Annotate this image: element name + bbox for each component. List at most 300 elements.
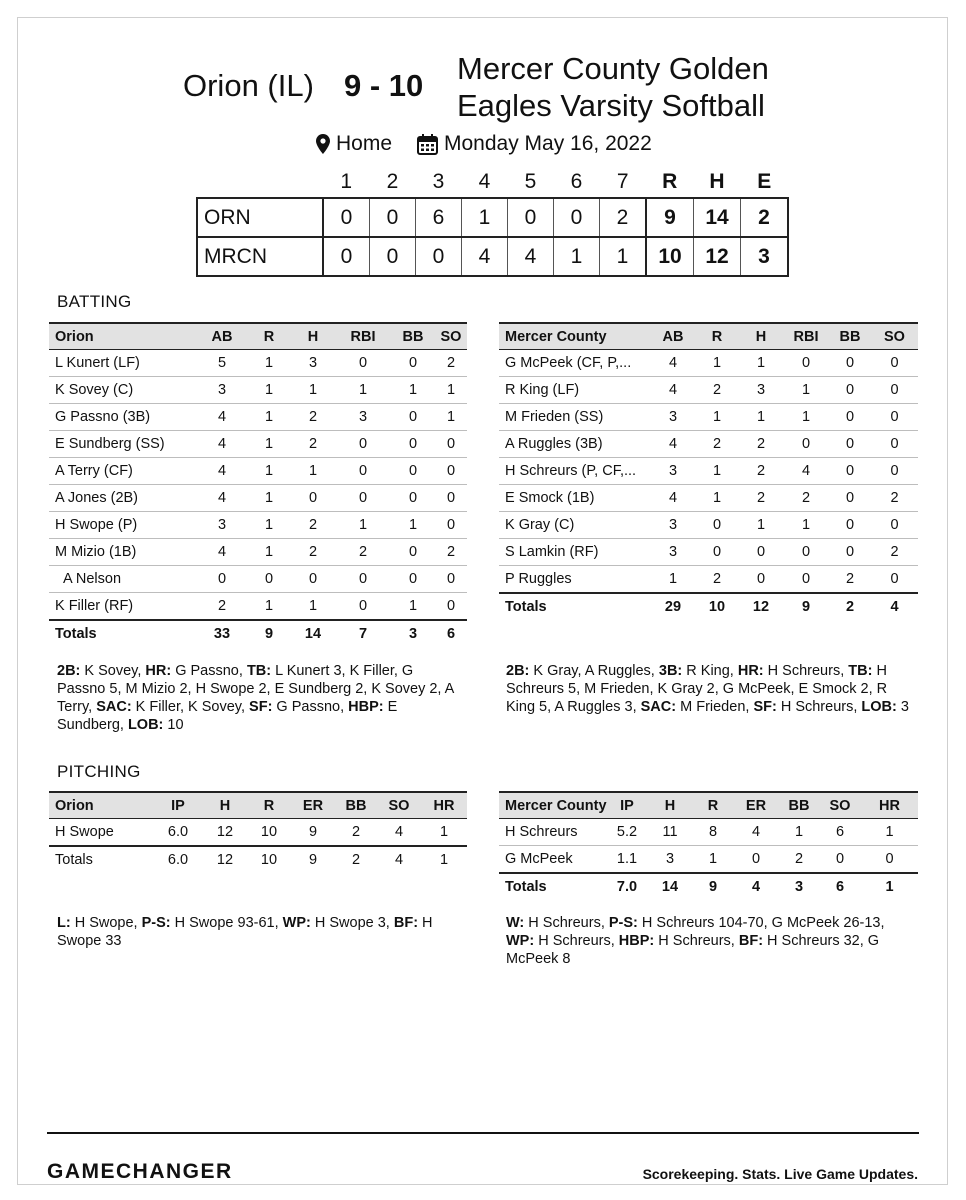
stat-cell: 0: [391, 458, 435, 485]
stat-cell: 0: [861, 846, 918, 874]
column-header: BB: [779, 792, 819, 819]
batting-notes-home: [506, 662, 916, 716]
stat-cell: 3: [647, 846, 693, 874]
line-score-row-away: [197, 198, 788, 237]
inning-score: 1: [554, 237, 600, 276]
total-cell: 7.0: [607, 873, 647, 900]
stat-cell: 2: [871, 485, 918, 512]
stat-cell: 4: [197, 539, 247, 566]
stat-cell: 0: [739, 539, 783, 566]
stat-cell: 0: [871, 566, 918, 594]
table-row: [49, 539, 467, 566]
team-abbrev: ORN: [197, 198, 323, 237]
map-pin-icon: [316, 134, 330, 154]
column-header: H: [647, 792, 693, 819]
stat-cell: 1: [783, 512, 829, 539]
team-column-header: Mercer County: [499, 792, 607, 819]
note-value: E Sundberg,: [57, 699, 398, 733]
stat-cell: 1: [247, 512, 291, 539]
stat-cell: 0: [335, 458, 391, 485]
stat-cell: 0: [733, 846, 779, 874]
totals-label: Totals: [49, 620, 197, 647]
runs-header: R: [662, 170, 678, 193]
stat-cell: 2: [291, 404, 335, 431]
stat-cell: 0: [739, 566, 783, 594]
note-key: TB:: [246, 663, 272, 679]
stat-cell: 0: [435, 512, 467, 539]
stat-cell: 0: [829, 431, 871, 458]
player-name: H Schreurs: [499, 819, 607, 846]
stat-cell: 4: [197, 485, 247, 512]
player-name: R King (LF): [499, 377, 651, 404]
inning-3-header: 3: [432, 170, 445, 193]
totals-row: [49, 846, 467, 873]
stat-cell: 3: [291, 350, 335, 377]
inning-score: 2: [600, 198, 647, 237]
stat-cell: 0: [871, 404, 918, 431]
stat-cell: 1: [391, 377, 435, 404]
note-key: SF:: [753, 699, 777, 715]
note-key: P-S:: [141, 915, 171, 931]
note-key: W:: [506, 915, 525, 931]
stat-cell: 1: [783, 377, 829, 404]
stat-cell: 3: [651, 404, 695, 431]
inning-7-header: 7: [616, 170, 629, 193]
note-value: 3: [896, 699, 909, 715]
stat-cell: 1: [739, 350, 783, 377]
note-value: H Schreurs,: [524, 915, 609, 931]
stat-cell: 0: [435, 566, 467, 593]
stat-cell: 5.2: [607, 819, 647, 846]
note-key: SF:: [249, 699, 273, 715]
note-key: SAC:: [640, 699, 677, 715]
total-cell: 2: [829, 593, 871, 620]
stat-cell: 0: [335, 431, 391, 458]
stat-cell: 0: [695, 539, 739, 566]
table-header-row: [499, 792, 918, 819]
table-header-row: [499, 323, 918, 350]
stat-cell: 1: [247, 404, 291, 431]
note-key: SAC:: [96, 699, 132, 715]
column-header: H: [203, 792, 247, 819]
stat-cell: 0: [391, 350, 435, 377]
table-row: [499, 846, 918, 874]
stat-cell: 2: [335, 539, 391, 566]
stat-cell: 12: [203, 819, 247, 847]
table-row: [49, 566, 467, 593]
total-cell: 10: [695, 593, 739, 620]
table-row: [499, 512, 918, 539]
total-cell: 6: [819, 873, 861, 900]
stat-cell: 1: [695, 350, 739, 377]
stat-cell: 4: [197, 458, 247, 485]
player-name: A Jones (2B): [49, 485, 197, 512]
total-cell: 6.0: [153, 846, 203, 873]
stat-cell: 0: [783, 350, 829, 377]
note-value: R King,: [682, 663, 738, 679]
stat-cell: 1: [695, 458, 739, 485]
stat-cell: 0: [829, 458, 871, 485]
column-header: R: [247, 323, 291, 350]
stat-cell: 2: [829, 566, 871, 594]
date-label: Monday May 16, 2022: [444, 132, 652, 155]
stat-cell: 0: [819, 846, 861, 874]
column-header: SO: [871, 323, 918, 350]
stat-cell: 0: [435, 593, 467, 621]
stat-cell: 1: [247, 458, 291, 485]
note-value: H Schreurs 104-70, G McPeek 26-13,: [637, 915, 885, 931]
note-value: H Schreurs,: [534, 933, 619, 949]
calendar-icon: [417, 134, 438, 155]
team-column-header: Orion: [49, 323, 197, 350]
stat-cell: 1: [247, 593, 291, 621]
stat-cell: 4: [651, 431, 695, 458]
player-name: P Ruggles: [499, 566, 651, 594]
stat-cell: 0: [829, 350, 871, 377]
table-row: [49, 431, 467, 458]
column-header: BB: [829, 323, 871, 350]
stat-cell: 1: [391, 512, 435, 539]
total-cell: 7: [335, 620, 391, 647]
note-value: L Kunert 3, K Filler, G Passno 5, M Mizio 2, H Swope 2, E Sundberg 2, K Sovey 2, A Terry,: [57, 663, 454, 715]
note-key: WP:: [282, 915, 311, 931]
table-row: [499, 566, 918, 594]
totals-row: [49, 620, 467, 647]
stat-cell: 9: [291, 819, 335, 847]
stat-cell: 0: [197, 566, 247, 593]
stat-cell: 2: [695, 566, 739, 594]
stat-cell: 3: [335, 404, 391, 431]
player-name: M Mizio (1B): [49, 539, 197, 566]
inning-score: 0: [554, 198, 600, 237]
gamechanger-logo: GAMECHANGER: [47, 1160, 233, 1183]
totals-label: Totals: [49, 846, 153, 873]
stat-cell: 6: [819, 819, 861, 846]
column-header: SO: [377, 792, 421, 819]
stat-cell: 0: [435, 431, 467, 458]
stat-cell: 11: [647, 819, 693, 846]
inning-4-header: 4: [478, 170, 491, 193]
note-key: BF:: [738, 933, 764, 949]
stat-cell: 1: [861, 819, 918, 846]
note-value: H Schreurs 5, M Frieden, K Gray 2, G McPeek, E Smock 2, R King 5, A Ruggles 3,: [506, 663, 888, 715]
player-name: K Filler (RF): [49, 593, 197, 621]
total-cell: 33: [197, 620, 247, 647]
stat-cell: 1: [779, 819, 819, 846]
player-name: H Swope (P): [49, 512, 197, 539]
stat-cell: 2: [739, 485, 783, 512]
stat-cell: 1: [739, 512, 783, 539]
batting-table-home: [499, 322, 918, 620]
note-key: HR:: [145, 663, 172, 679]
stat-cell: 4: [651, 350, 695, 377]
table-row: [49, 593, 467, 621]
location-label: Home: [336, 132, 393, 155]
stat-cell: 3: [651, 512, 695, 539]
stat-cell: 1: [435, 404, 467, 431]
pitching-table-away: [49, 791, 467, 873]
game-date: [417, 132, 652, 156]
column-header: BB: [391, 323, 435, 350]
stat-cell: 0: [871, 512, 918, 539]
stat-cell: 1: [693, 846, 733, 874]
stat-cell: 3: [651, 458, 695, 485]
inning-score: 1: [462, 198, 508, 237]
stat-cell: 1: [247, 431, 291, 458]
stat-cell: 0: [829, 485, 871, 512]
column-header: HR: [421, 792, 467, 819]
stat-cell: 1: [291, 458, 335, 485]
stat-cell: 0: [335, 485, 391, 512]
stat-cell: 0: [335, 593, 391, 621]
table-row: [499, 539, 918, 566]
home-team-name: Mercer County Golden Eagles Varsity Softball: [457, 51, 769, 123]
stat-cell: 0: [871, 431, 918, 458]
total-cell: 12: [203, 846, 247, 873]
total-cell: 4: [871, 593, 918, 620]
column-header: AB: [197, 323, 247, 350]
inning-5-header: 5: [524, 170, 537, 193]
player-name: K Sovey (C): [49, 377, 197, 404]
stat-cell: 1: [247, 350, 291, 377]
table-row: [49, 350, 467, 377]
stat-cell: 1: [291, 377, 335, 404]
stat-cell: 1: [335, 377, 391, 404]
player-name: S Lamkin (RF): [499, 539, 651, 566]
note-key: TB:: [848, 663, 873, 679]
column-header: ER: [733, 792, 779, 819]
stat-cell: 1: [695, 404, 739, 431]
note-key: 2B:: [57, 663, 81, 679]
stat-cell: 1: [247, 539, 291, 566]
table-row: [499, 350, 918, 377]
note-value: K Filler, K Sovey,: [131, 699, 250, 715]
player-name: G McPeek: [499, 846, 607, 874]
column-header: RBI: [783, 323, 829, 350]
table-row: [499, 485, 918, 512]
batting-notes-away: [57, 662, 457, 734]
note-key: HR:: [737, 663, 764, 679]
errors-total: 3: [741, 237, 789, 276]
stat-cell: 0: [435, 485, 467, 512]
pitching-table-home: [499, 791, 918, 900]
total-cell: 6: [435, 620, 467, 647]
team-column-header: Orion: [49, 792, 153, 819]
table-row: [499, 377, 918, 404]
stat-cell: 8: [693, 819, 733, 846]
stat-cell: 0: [783, 566, 829, 594]
total-cell: 14: [647, 873, 693, 900]
stat-cell: 1: [435, 377, 467, 404]
player-name: H Schreurs (P, CF,...: [499, 458, 651, 485]
player-name: L Kunert (LF): [49, 350, 197, 377]
player-name: A Ruggles (3B): [499, 431, 651, 458]
stat-cell: 3: [651, 539, 695, 566]
total-cell: 9: [693, 873, 733, 900]
stat-cell: 1: [247, 377, 291, 404]
stat-cell: 0: [829, 404, 871, 431]
stat-cell: 6.0: [153, 819, 203, 847]
stat-cell: 2: [197, 593, 247, 621]
column-header: R: [695, 323, 739, 350]
player-name: H Swope: [49, 819, 153, 847]
total-cell: 14: [291, 620, 335, 647]
note-value: H Schreurs,: [776, 699, 862, 715]
stat-cell: 1: [291, 593, 335, 621]
runs-total: 9: [646, 198, 694, 237]
pitching-notes-home: [506, 914, 916, 968]
player-name: E Smock (1B): [499, 485, 651, 512]
note-value: H Swope 3,: [310, 915, 394, 931]
note-value: G Passno,: [171, 663, 247, 679]
stat-cell: 4: [651, 485, 695, 512]
stat-cell: 2: [871, 539, 918, 566]
stat-cell: 1: [247, 485, 291, 512]
note-value: M Frieden,: [676, 699, 754, 715]
stat-cell: 0: [871, 458, 918, 485]
column-header: HR: [861, 792, 918, 819]
stat-cell: 4: [651, 377, 695, 404]
total-cell: 3: [779, 873, 819, 900]
note-key: P-S:: [608, 915, 638, 931]
inning-1-header: 1: [340, 170, 353, 193]
final-score: 9 - 10: [344, 68, 424, 103]
table-row: [49, 377, 467, 404]
table-row: [49, 512, 467, 539]
stat-cell: 3: [197, 377, 247, 404]
stat-cell: 0: [829, 377, 871, 404]
column-header: SO: [819, 792, 861, 819]
column-header: IP: [153, 792, 203, 819]
inning-score: 0: [370, 198, 416, 237]
errors-header: E: [757, 170, 772, 193]
stat-cell: 2: [739, 431, 783, 458]
inning-score: 0: [416, 237, 462, 276]
stat-cell: 0: [829, 512, 871, 539]
inning-6-header: 6: [570, 170, 583, 193]
stat-cell: 0: [391, 404, 435, 431]
note-value: H Schreurs,: [654, 933, 739, 949]
player-name: G Passno (3B): [49, 404, 197, 431]
line-score-header: [197, 167, 788, 198]
stat-cell: 1: [739, 404, 783, 431]
player-name: M Frieden (SS): [499, 404, 651, 431]
stat-cell: 1: [335, 512, 391, 539]
totals-row: [499, 593, 918, 620]
team-abbrev: MRCN: [197, 237, 323, 276]
note-key: HBP:: [348, 699, 384, 715]
stat-cell: 2: [739, 458, 783, 485]
total-cell: 4: [377, 846, 421, 873]
inning-score: 4: [508, 237, 554, 276]
note-value: K Sovey,: [80, 663, 146, 679]
hits-header: H: [709, 170, 725, 193]
table-row: [499, 404, 918, 431]
stat-cell: 1: [695, 485, 739, 512]
note-key: LOB:: [127, 717, 164, 733]
stat-cell: 0: [829, 539, 871, 566]
note-key: L:: [57, 915, 71, 931]
column-header: RBI: [335, 323, 391, 350]
stat-cell: 2: [291, 431, 335, 458]
player-name: G McPeek (CF, P,...: [499, 350, 651, 377]
errors-total: 2: [741, 198, 789, 237]
stat-cell: 0: [391, 539, 435, 566]
stat-cell: 0: [783, 539, 829, 566]
stat-cell: 0: [871, 350, 918, 377]
line-score: [196, 167, 789, 277]
column-header: IP: [607, 792, 647, 819]
stat-cell: 5: [197, 350, 247, 377]
stat-cell: 0: [695, 512, 739, 539]
pitching-notes-away: [57, 914, 457, 950]
stat-cell: 2: [291, 512, 335, 539]
table-row: [49, 485, 467, 512]
table-header-row: [49, 323, 467, 350]
table-row: [49, 458, 467, 485]
column-header: R: [693, 792, 733, 819]
table-row: [499, 819, 918, 846]
note-key: LOB:: [861, 699, 897, 715]
total-cell: 1: [421, 846, 467, 873]
note-value: H Schreurs 32, G McPeek 8: [506, 933, 880, 967]
inning-score: 0: [370, 237, 416, 276]
inning-score: 0: [508, 198, 554, 237]
totals-label: Totals: [499, 873, 607, 900]
footer-divider: [47, 1132, 919, 1134]
batting-table-away: [49, 322, 467, 647]
stat-cell: 0: [291, 485, 335, 512]
note-value: G Passno,: [272, 699, 349, 715]
stat-cell: 0: [783, 431, 829, 458]
batting-section-title: BATTING: [57, 292, 132, 311]
runs-total: 10: [646, 237, 694, 276]
inning-score: 4: [462, 237, 508, 276]
stat-cell: 2: [435, 539, 467, 566]
player-name: K Gray (C): [499, 512, 651, 539]
stat-cell: 1: [391, 593, 435, 621]
stat-cell: 4: [197, 404, 247, 431]
note-value: 10: [163, 717, 184, 733]
total-cell: 29: [651, 593, 695, 620]
stat-cell: 4: [783, 458, 829, 485]
stat-cell: 2: [779, 846, 819, 874]
stat-cell: 2: [783, 485, 829, 512]
team-column-header: Mercer County: [499, 323, 651, 350]
totals-row: [499, 873, 918, 900]
total-cell: 3: [391, 620, 435, 647]
stat-cell: 2: [335, 819, 377, 847]
stat-cell: 1: [421, 819, 467, 847]
total-cell: 4: [733, 873, 779, 900]
inning-score: 0: [323, 237, 370, 276]
stat-cell: 1.1: [607, 846, 647, 874]
player-name: A Terry (CF): [49, 458, 197, 485]
stat-cell: 3: [197, 512, 247, 539]
note-value: H Swope,: [70, 915, 142, 931]
stat-cell: 4: [197, 431, 247, 458]
total-cell: 9: [291, 846, 335, 873]
note-key: HBP:: [618, 933, 655, 949]
column-header: H: [739, 323, 783, 350]
column-header: H: [291, 323, 335, 350]
inning-2-header: 2: [386, 170, 399, 193]
away-team-name: Orion (IL): [183, 68, 314, 103]
inning-score: 1: [600, 237, 647, 276]
player-name: A Nelson: [49, 566, 197, 593]
stat-cell: 0: [871, 377, 918, 404]
stat-cell: 0: [247, 566, 291, 593]
